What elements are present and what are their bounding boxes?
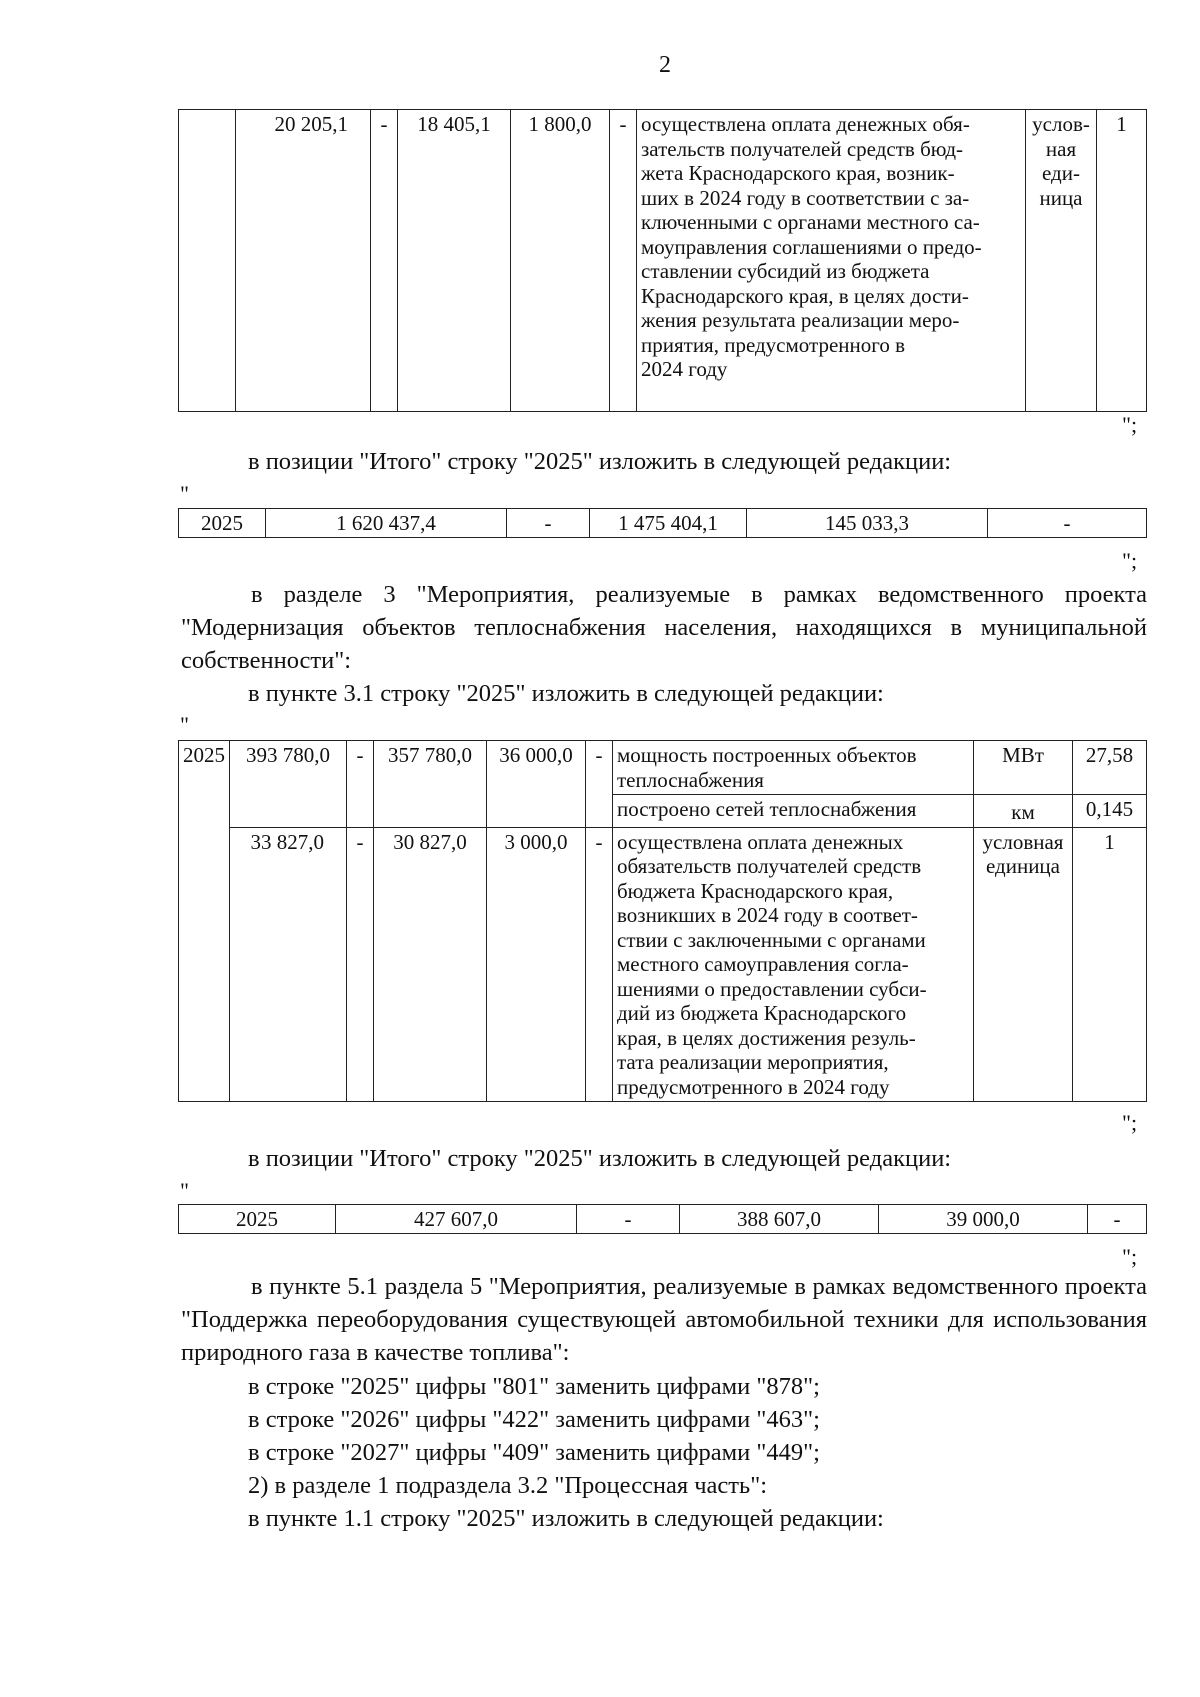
table-row xyxy=(179,509,1147,538)
value-cell: 1 xyxy=(1097,110,1147,412)
table-row xyxy=(179,110,1147,412)
paragraph: в разделе 3 "Мероприятия, реализуемые в рамках ведомственного проекта "Модернизация объектов теплоснабжения населения, находящихся в муниципальной собственности": xyxy=(181,581,1147,674)
cell-c3: 388 607,0 xyxy=(680,1205,879,1234)
value-cell: 0,145 xyxy=(1073,795,1147,828)
unit-cell: условная единица xyxy=(974,827,1073,1102)
table-row xyxy=(179,1205,1147,1234)
result-cell: осуществлена оплата денежных обязательств получателей средств бюджета Краснодарского края, возникших в 2024 году в соответ- ствии с заключенными с органами местного самоуправления согла- шениями о предоставлении субси- дий из бюджета Краснодарского края, в целях достижения резуль- тата реализации мероприятия, предусмотренного в 2024 году xyxy=(613,827,974,1102)
unit-cell: км xyxy=(974,795,1073,828)
closing-quote: "; xyxy=(1122,412,1138,437)
opening-quote: " xyxy=(180,481,189,506)
cell-c5: - xyxy=(586,827,613,1102)
cell-c5: - xyxy=(586,741,613,828)
cell-c2: - xyxy=(507,509,590,538)
paragraph: в позиции "Итого" строку "2025" изложить в следующей редакции: xyxy=(248,1145,952,1172)
value-cell: 1 xyxy=(1073,827,1147,1102)
amendment-line: в пункте 1.1 строку "2025" изложить в следующей редакции: xyxy=(248,1505,884,1532)
opening-quote: " xyxy=(180,712,189,737)
amendment-line: 2) в разделе 1 подраздела 3.2 "Процессная часть": xyxy=(248,1472,767,1499)
amendment-line: в строке "2026" цифры "422" заменить цифрами "463"; xyxy=(248,1406,820,1433)
cell-c5: - xyxy=(1088,1205,1147,1234)
unit-cell: МВт xyxy=(974,741,1073,795)
cell-c4: 3 000,0 xyxy=(487,827,586,1102)
closing-quote: "; xyxy=(1122,1110,1138,1135)
page-number: 2 xyxy=(659,52,671,78)
table-row xyxy=(179,827,1147,1102)
paragraph: в пункте 5.1 раздела 5 "Мероприятия, реализуемые в рамках ведомственного проекта "Поддержка переоборудования существующей автомобильной техники для использования природного газа в качестве топлива": xyxy=(181,1273,1147,1366)
cell-c4: 36 000,0 xyxy=(487,741,586,828)
cell-c4: 145 033,3 xyxy=(747,509,988,538)
closing-quote: "; xyxy=(1122,548,1138,573)
result-cell: осуществлена оплата денежных обя- зательств получателей средств бюд- жета Краснодарского края, возник- ших в 2024 году в соответствии с за- ключенными с органами местного са- моуправления соглашениями о предо- ставлении субсидий из бюджета Краснодарского края, в целях дости- жения результата реализации меро- приятия, предусмотренного в 2024 году xyxy=(637,110,1026,412)
cell-c4: 39 000,0 xyxy=(879,1205,1088,1234)
cell-c2: - xyxy=(347,827,374,1102)
closing-quote: "; xyxy=(1122,1244,1138,1269)
cell-c3: 30 827,0 xyxy=(374,827,487,1102)
year-cell: 2025 xyxy=(179,509,266,538)
paragraph: в пункте 3.1 строку "2025" изложить в следующей редакции: xyxy=(248,680,884,707)
table-continuation xyxy=(178,109,1147,412)
total-table xyxy=(178,1204,1147,1234)
result-cell: мощность построенных объектов теплоснабжения xyxy=(613,741,974,795)
table-measure-3-1 xyxy=(178,740,1147,1102)
paragraph: в позиции "Итого" строку "2025" изложить в следующей редакции: xyxy=(248,448,952,475)
cell-c5: - xyxy=(610,110,637,412)
table-row xyxy=(179,741,1147,795)
cell-c3: 1 475 404,1 xyxy=(590,509,747,538)
cell-c3: 18 405,1 xyxy=(398,110,511,412)
year-cell: 2025 xyxy=(179,1205,336,1234)
unit-cell: услов- ная еди- ница xyxy=(1026,110,1097,412)
total-cell: 427 607,0 xyxy=(336,1205,577,1234)
total-table xyxy=(178,508,1147,538)
total-cell: 33 827,0 xyxy=(230,827,347,1102)
cell-c2: - xyxy=(371,110,398,412)
amendment-line: в строке "2025" цифры "801" заменить цифрами "878"; xyxy=(248,1373,820,1400)
value-cell: 27,58 xyxy=(1073,741,1147,795)
cell-c3: 357 780,0 xyxy=(374,741,487,828)
cell-c4: 1 800,0 xyxy=(511,110,610,412)
cell-c5: - xyxy=(988,509,1147,538)
result-cell: построено сетей теплоснабжения xyxy=(613,795,974,828)
year-cell xyxy=(179,110,236,412)
total-cell: 393 780,0 xyxy=(230,741,347,828)
amendment-line: в строке "2027" цифры "409" заменить цифрами "449"; xyxy=(248,1439,820,1466)
total-cell: 20 205,1 xyxy=(236,110,371,412)
cell-c2: - xyxy=(577,1205,680,1234)
total-cell: 1 620 437,4 xyxy=(266,509,507,538)
cell-c2: - xyxy=(347,741,374,828)
opening-quote: " xyxy=(180,1178,189,1203)
year-cell: 2025 xyxy=(179,741,230,1102)
